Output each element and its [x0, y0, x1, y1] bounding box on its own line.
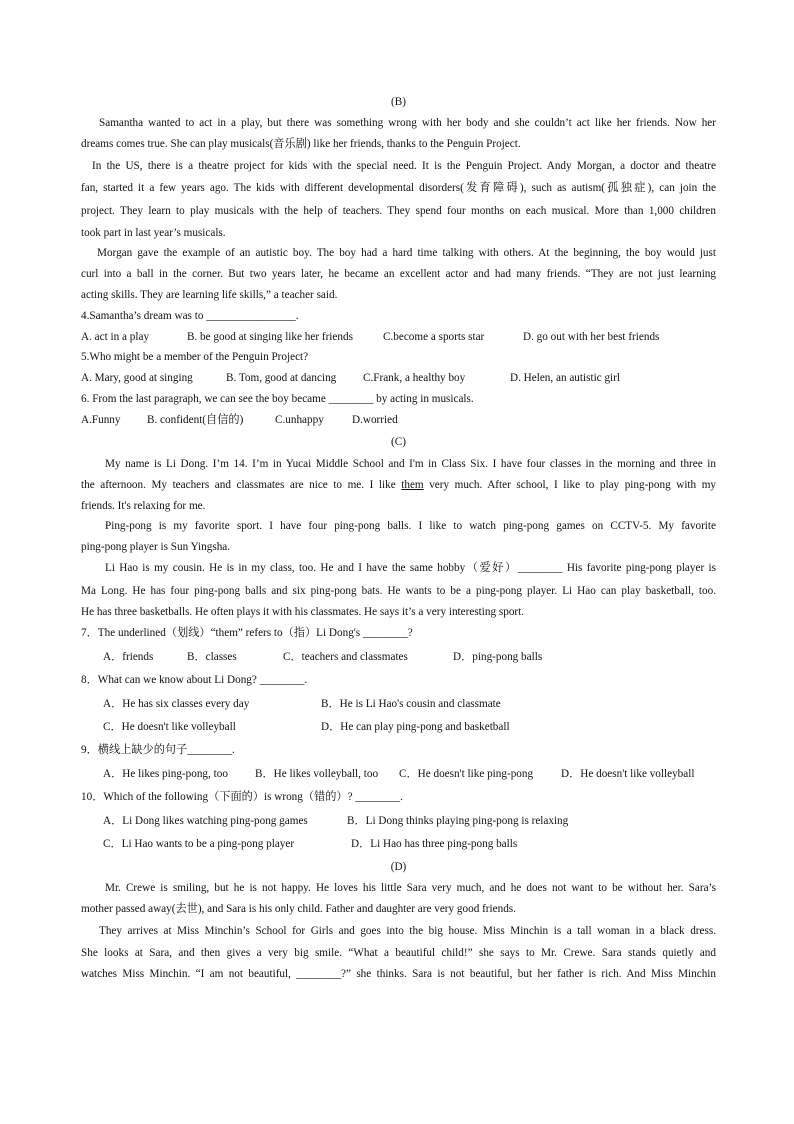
b-p3-line1: Morgan gave the example of an autistic boy. The boy had a hard time talking with others. At the beginning, the boy would just	[97, 247, 716, 259]
q6-option-c[interactable]: C.unhappy	[275, 414, 324, 426]
q4-option-d[interactable]: D. go out with her best friends	[523, 331, 660, 343]
q7-stem: 7．The underlined（划线）“them” refers to（指）Li Dong's ________?	[81, 627, 413, 639]
q7-option-c[interactable]: C．teachers and classmates	[283, 651, 408, 663]
q9-stem: 9．横线上缺少的句子________.	[81, 744, 235, 756]
q4-option-a[interactable]: A. act in a play	[81, 331, 150, 343]
q7-option-b[interactable]: B．classes	[187, 651, 237, 663]
section-b-heading: (B)	[391, 96, 406, 108]
c-p2-line1: Ping-pong is my favorite sport. I have four ping-pong balls. I like to watch ping-pong games on CCTV-5. My favorite	[105, 520, 716, 532]
q6-option-b[interactable]: B. confident(自信的)	[147, 414, 244, 426]
c-p3-line3: He has three basketballs. He often plays it with his classmates. He says it’s a very interesting sport.	[81, 606, 525, 618]
c-p1-line2-start: the afternoon. My teachers and classmates are nice to me. I like	[81, 479, 402, 491]
d-p2-line1: They arrives at Miss Minchin’s School for Girls and goes into the big house. Miss Minchin is a tall woman in a black dress.	[99, 925, 716, 937]
q9-option-b[interactable]: B．He likes volleyball, too	[255, 768, 379, 780]
q4-option-b[interactable]: B. be good at singing like her friends	[187, 331, 353, 343]
q9-option-c[interactable]: C．He doesn't like ping-pong	[399, 768, 534, 780]
b-p3-line2: curl into a ball in the corner. But two years later, he became an excellent actor and had many friends. “They are not just learning	[81, 268, 716, 280]
q5-option-c[interactable]: C.Frank, a healthy boy	[363, 372, 466, 384]
q4-option-c[interactable]: C.become a sports star	[383, 331, 485, 343]
section-d-heading: (D)	[390, 861, 407, 873]
q9-option-a[interactable]: A．He likes ping-pong, too	[103, 768, 228, 780]
section-c-heading: (C)	[391, 436, 406, 448]
d-p1-line1: Mr. Crewe is smiling, but he is not happy. He loves his little Sara very much, and he does not want to be without her. Sara’s	[105, 882, 716, 894]
b-p2-line3: project. They learn to play musicals with the help of teachers. They spend four months on each musical. More than 1,000 children	[81, 205, 716, 217]
b-p1-line1: Samantha wanted to act in a play, but there was something wrong with her body and she couldn’t act like her friends. Now her	[99, 117, 716, 129]
q10-option-b[interactable]: B．Li Dong thinks playing ping-pong is relaxing	[347, 815, 569, 827]
q5-option-d[interactable]: D. Helen, an autistic girl	[510, 372, 620, 384]
c-p2-line2: ping-pong player is Sun Yingsha.	[81, 541, 231, 553]
q10-option-a[interactable]: A．Li Dong likes watching ping-pong games	[103, 815, 308, 827]
c-p3-line2: Ma Long. He has four ping-pong balls and six ping-pong bats. He wants to be a ping-pong player. Li Hao can play basketball, too.	[81, 585, 716, 597]
q8-option-b[interactable]: B．He is Li Hao's cousin and classmate	[321, 698, 501, 710]
q8-option-d[interactable]: D．He can play ping-pong and basketball	[321, 721, 510, 733]
q4-stem: 4.Samantha’s dream was to ________________.	[81, 310, 299, 322]
b-p1-line2: dreams comes true. She can play musicals(音乐剧) like her friends, thanks to the Penguin Project.	[81, 138, 521, 150]
b-p2-line2: fan, started it a few years ago. The kids with different developmental disorders(发育障碍), such as autism(孤独症), can join the	[81, 182, 716, 194]
c-p1-line2-end: very much. After school, I like to play ping-pong with my	[423, 479, 716, 491]
q6-option-d[interactable]: D.worried	[352, 414, 398, 426]
q8-option-a[interactable]: A．He has six classes every day	[103, 698, 250, 710]
d-p2-line3: watches Miss Minchin. “I am not beautiful, ________?” she thinks. Sara is not beautiful, but her father is rich. And Miss Minchin	[81, 968, 716, 980]
q5-stem: 5.Who might be a member of the Penguin Project?	[81, 351, 309, 363]
q8-stem: 8．What can we know about Li Dong? ________.	[81, 674, 308, 686]
q10-stem: 10．Which of the following（下面的）is wrong（错的）? ________.	[81, 791, 403, 803]
underlined-them: them	[401, 479, 424, 491]
b-p2-line4: took part in last year’s musicals.	[81, 227, 226, 239]
c-p3-line1: Li Hao is my cousin. He is in my class, too. He and I have the same hobby（爱好）________ His favorite ping-pong player is	[105, 562, 716, 574]
q7-option-a[interactable]: A．friends	[103, 651, 154, 663]
q9-option-d[interactable]: D．He doesn't like volleyball	[561, 768, 695, 780]
q5-option-a[interactable]: A. Mary, good at singing	[81, 372, 193, 384]
q5-option-b[interactable]: B. Tom, good at dancing	[226, 372, 337, 384]
q7-option-d[interactable]: D．ping-pong balls	[453, 651, 543, 663]
q6-option-a[interactable]: A.Funny	[81, 414, 121, 426]
q8-option-c[interactable]: C．He doesn't like volleyball	[103, 721, 236, 733]
c-p1-line1: My name is Li Dong. I’m 14. I’m in Yucai Middle School and I'm in Class Six. I have four classes in the morning and three in	[105, 458, 716, 470]
q10-option-d[interactable]: D．Li Hao has three ping-pong balls	[351, 838, 518, 850]
d-p1-line2: mother passed away(去世), and Sara is his only child. Father and daughter are very good friends.	[81, 903, 516, 915]
c-p1-line3: friends. It's relaxing for me.	[81, 500, 206, 512]
q6-stem: 6. From the last paragraph, we can see the boy became ________ by acting in musicals.	[81, 393, 474, 405]
c-p1-line2	[81, 478, 716, 492]
b-p3-line3: acting skills. They are learning life skills,” a teacher said.	[81, 289, 338, 301]
d-p2-line2: She looks at Sara, and then gives a very big smile. “What a beautiful child!” she says to Mr. Crewe. Sara stands quietly and	[81, 947, 716, 959]
q10-option-c[interactable]: C．Li Hao wants to be a ping-pong player	[103, 838, 295, 850]
b-p2-line1: In the US, there is a theatre project for kids with the special need. It is the Penguin Project. Andy Morgan, a doctor and theatre	[92, 160, 716, 172]
